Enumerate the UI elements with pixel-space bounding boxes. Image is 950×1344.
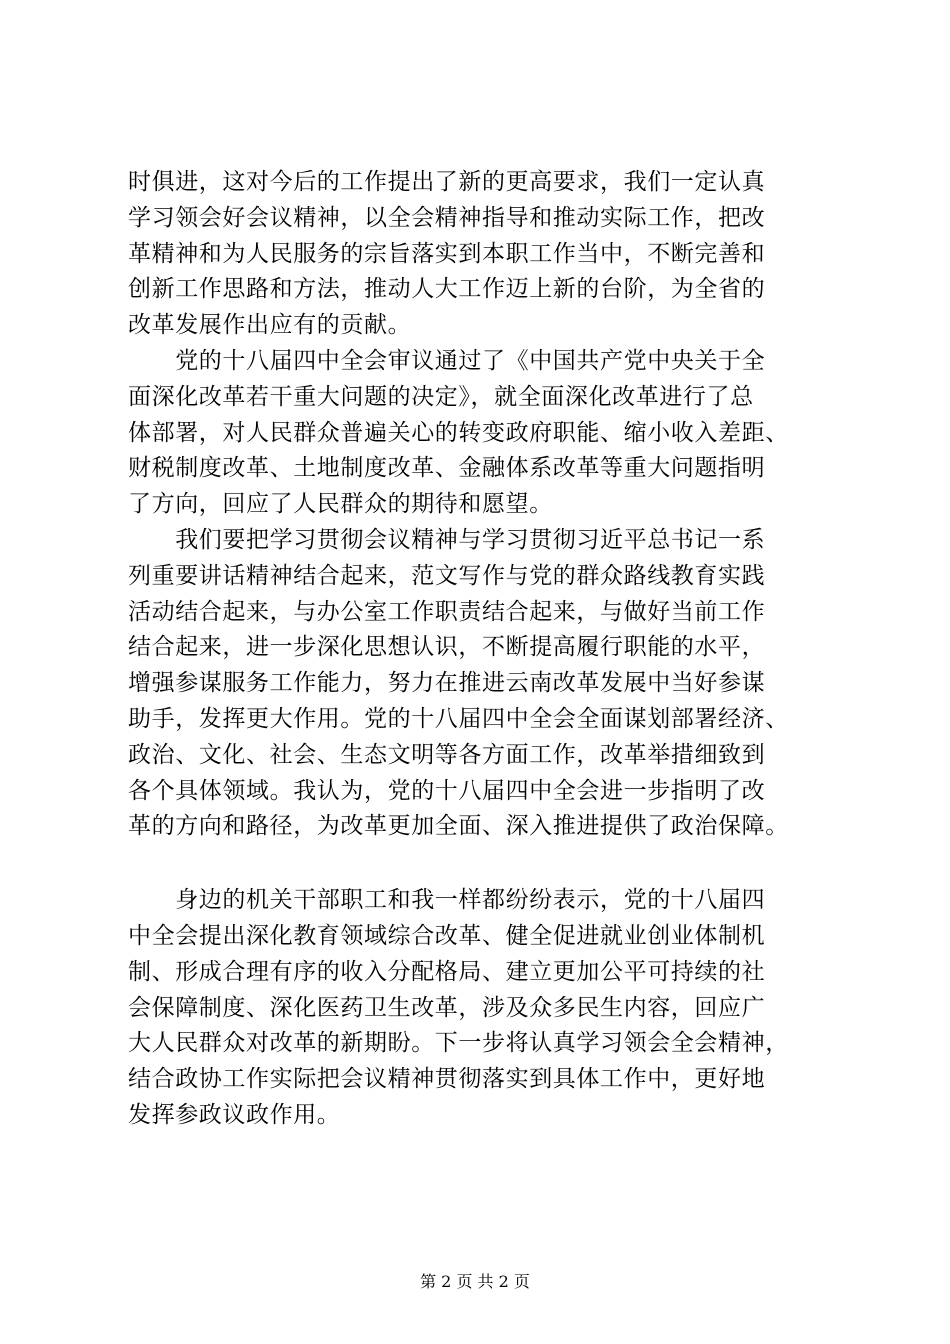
text-line: 助手，发挥更大作用。党的十八届四中全会全面谋划部署经济、 [128,705,789,732]
text-line: 学习领会好会议精神，以全会精神指导和推动实际工作，把改 [128,204,766,231]
text-line: 我们要把学习贯彻会议精神与学习贯彻习近平总书记一系 [128,526,766,553]
text-line: 中全会提出深化教育领域综合改革、健全促进就业创业体制机 [128,922,766,949]
text-line: 时俱进，这对今后的工作提出了新的更高要求，我们一定认真 [128,169,766,195]
text-line: 改革发展作出应有的贡献。 [128,312,412,339]
page-number-footer: 第 2 页 共 2 页 [420,1272,530,1291]
text-line: 政治、文化、社会、生态文明等各方面工作，改革举措细致到 [128,741,766,768]
text-line: 体部署，对人民群众普遍关心的转变政府职能、缩小收入差距、 [128,419,789,446]
document-body [128,165,828,1134]
text-line: 创新工作思路和方法，推动人大工作迈上新的台阶，为全省的 [128,276,766,303]
text-line: 革的方向和路径，为改革更加全面、深入推进提供了政治保障。 [128,813,789,840]
text-line: 发挥参政议政作用。 [128,1101,341,1128]
text-line: 革精神和为人民服务的宗旨落实到本职工作当中，不断完善和 [128,240,766,267]
paragraph-3 [128,523,828,845]
text-line: 活动结合起来，与办公室工作职责结合起来，与做好当前工作 [128,598,766,625]
text-line: 面深化改革若干重大问题的决定》，就全面深化改革进行了总 [128,383,754,410]
paragraph-1 [128,165,828,344]
text-line: 党的十八届四中全会审议通过了《中国共产党中央关于全 [128,347,766,374]
text-line: 了方向，回应了人民群众的期待和愿望。 [128,491,553,518]
text-line: 结合起来，进一步深化思想认识，不断提高履行职能的水平， [128,634,766,661]
text-line: 各个具体领域。我认为，党的十八届四中全会进一步指明了改 [128,777,766,804]
text-line: 会保障制度、深化医药卫生改革，涉及众多民生内容，回应广 [128,994,766,1021]
text-line: 增强参谋服务工作能力，努力在推进云南改革发展中当好参谋 [128,670,766,697]
text-line: 列重要讲话精神结合起来，范文写作与党的群众路线教育实践 [128,562,766,589]
text-line: 结合政协工作实际把会议精神贯彻落实到具体工作中，更好地 [128,1066,766,1093]
text-line: 制、形成合理有序的收入分配格局、建立更加公平可持续的社 [128,958,766,985]
paragraph-spacer [128,845,828,883]
paragraph-2 [128,344,828,523]
text-line: 大人民群众对改革的新期盼。下一步将认真学习领会全会精神， [128,1030,789,1057]
text-line: 财税制度改革、土地制度改革、金融体系改革等重大问题指明 [128,455,766,482]
text-line: 身边的机关干部职工和我一样都纷纷表示，党的十八届四 [128,887,766,914]
paragraph-4 [128,883,828,1134]
